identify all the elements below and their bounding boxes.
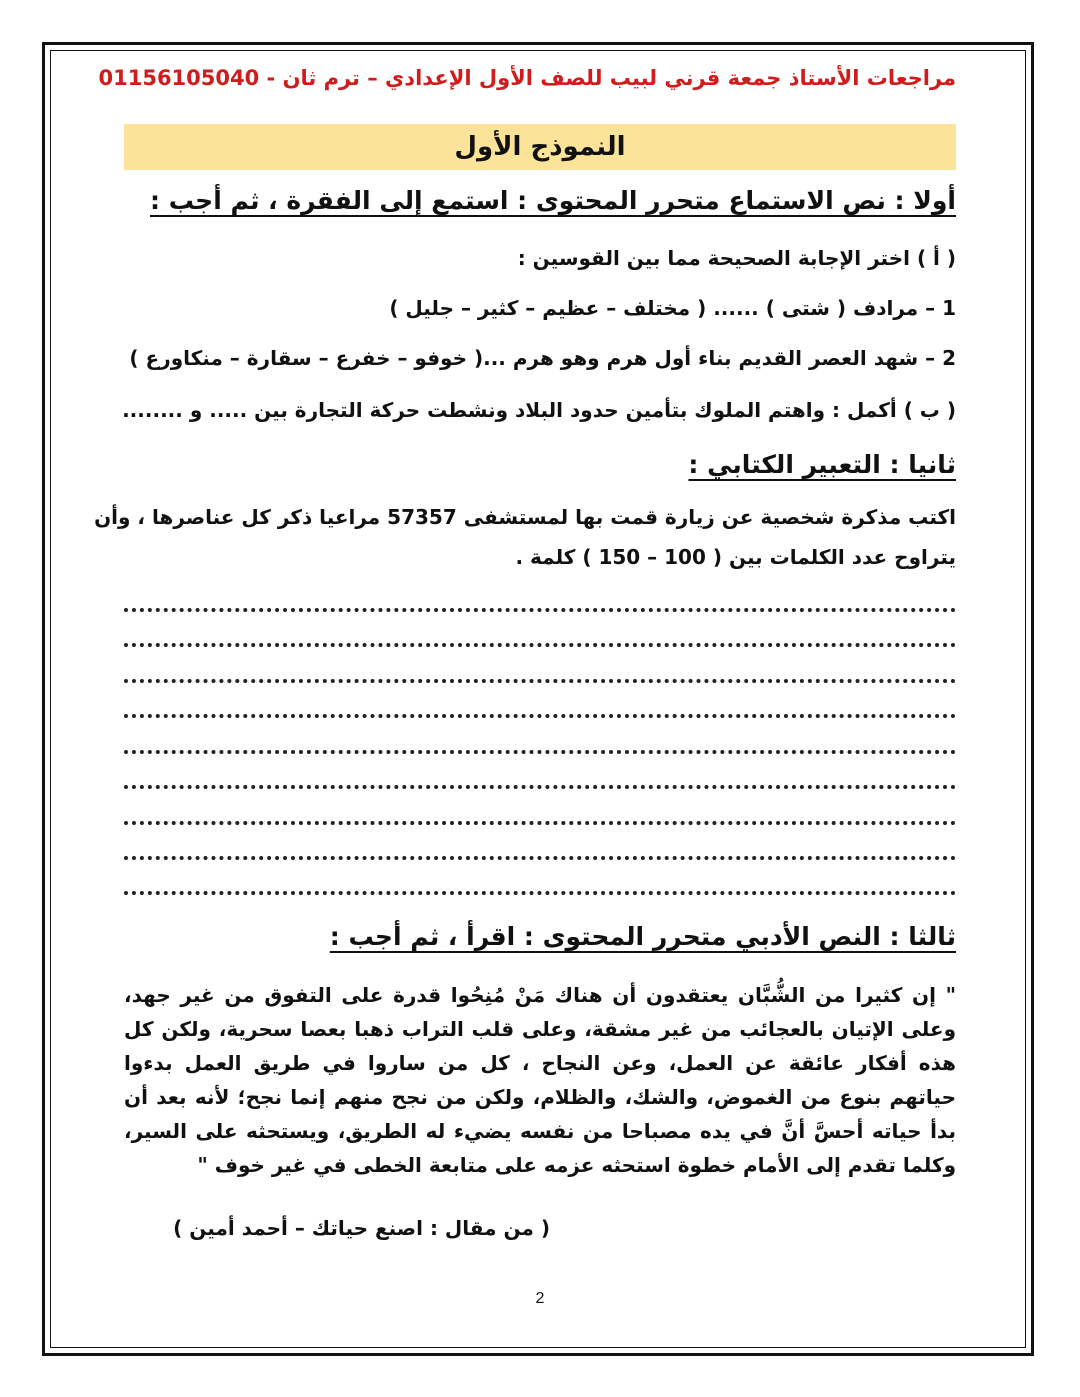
- literary-passage: " إن كثيرا من الشُّبَّان يعتقدون أن هناك مَنْ مُنِحُوا قدرة على التفوق من غير جهد، وعلى الإتيان بالعجائب من غير مشقة، وعلى قلب التراب ذهبا بعصا سحرية، ولكن كل هذه أفكار عائقة عن العمل، وعن النجاح ، كل من ساروا في طريق العمل بدءوا حياتهم بنوع من الغموض، والشك، والظلام، ولكن من نجح منهم إنما نجح؛ لأنه بعد أن بدأ حياته أحسَّ أنَّ في يده مصباحا من نفسه يضيء له الطريق، ويستحثه على السير، وكلما تقدم إلى الأمام خطوة استحثه عزمه على متابعة الخطى في غير خوف ": [124, 983, 956, 1177]
- answer-line: [124, 606, 956, 612]
- essay-prompt-line-1: اكتب مذكرة شخصية عن زيارة قمت بها لمستشفى 57357 مراعيا ذكر كل عناصرها ، وأن: [94, 505, 956, 529]
- page-title: النموذج الأول: [454, 132, 626, 162]
- answer-line: [124, 712, 956, 718]
- passage-source: ( من مقال : اصنع حياتك – أحمد أمين ): [173, 1216, 550, 1240]
- section2-heading: ثانيا : التعبير الكتابي :: [688, 450, 956, 479]
- answer-line: [124, 819, 956, 825]
- question-2: 2 – شهد العصر القديم بناء أول هرم وهو هرم ...( خوفو – خفرع – سقارة – منكاورع ): [129, 346, 956, 370]
- answer-line: [124, 889, 956, 895]
- page-header: مراجعات الأستاذ جمعة قرني لبيب للصف الأول الإعدادي – ترم ثان - 01156105040: [98, 66, 956, 90]
- answer-line: [124, 641, 956, 647]
- section1-heading: أولا : نص الاستماع متحرر المحتوى : استمع إلى الفقرة ، ثم أجب :: [150, 186, 956, 215]
- section3-heading: ثالثا : النص الأدبي متحرر المحتوى : اقرأ ، ثم أجب :: [329, 922, 956, 951]
- question-1: 1 – مرادف ( شتى ) ...... ( مختلف – عظيم – كثير – جليل ): [389, 296, 956, 320]
- answer-line: [124, 783, 956, 789]
- page-number: 2: [535, 1290, 545, 1307]
- section1-part-b: ( ب ) أكمل : واهتم الملوك بتأمين حدود البلاد ونشطت حركة التجارة بين ..... و ........: [122, 398, 956, 422]
- answer-line: [124, 854, 956, 860]
- essay-prompt-line-2: يتراوح عدد الكلمات بين ( 100 – 150 ) كلمة .: [515, 545, 956, 569]
- answer-line: [124, 677, 956, 683]
- answer-line: [124, 748, 956, 754]
- section1-part-a: ( أ ) اختر الإجابة الصحيحة مما بين القوسين :: [517, 246, 956, 270]
